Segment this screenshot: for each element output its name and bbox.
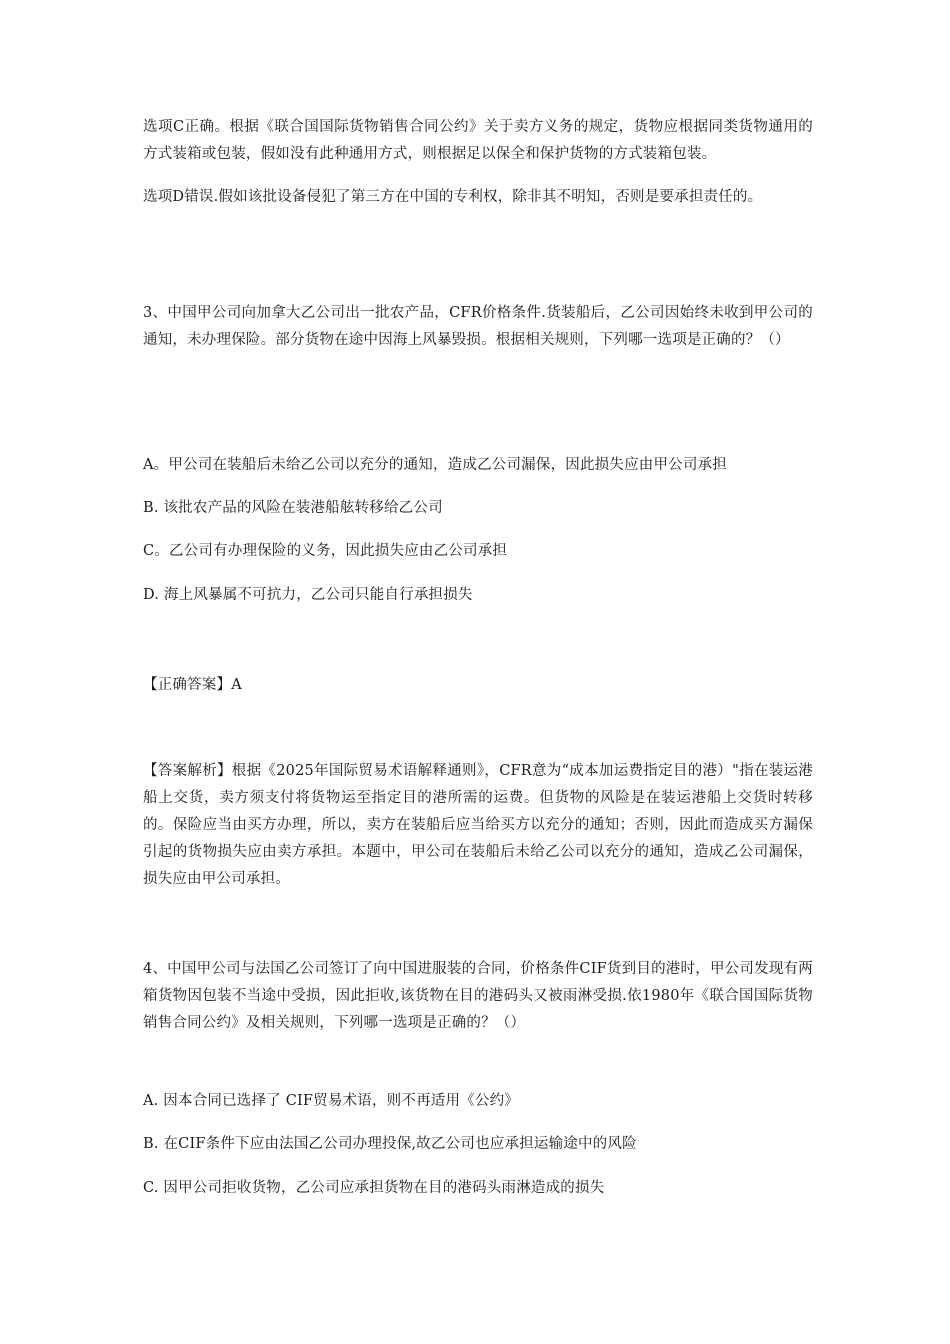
question-3-option-a: A。甲公司在装船后未给乙公司以充分的通知，造成乙公司漏保，因此损失应由甲公司承担	[143, 457, 727, 473]
question-4-option-b: B. 在CIF条件下应由法国乙公司办理投保,故乙公司也应承担运输途中的风险	[143, 1136, 637, 1152]
question-4-option-a: A. 因本合同已选择了 CIF贸易术语，则不再适用《公约》	[143, 1093, 519, 1109]
question-3-answer: 【正确答案】A	[143, 677, 242, 693]
option-c-explanation: 选项C正确。根据《联合国国际货物销售合同公约》关于卖方义务的规定，货物应根据同类货物通用的方式装箱或包装，假如没有此种通用方式，则根据足以保全和保护货物的方式装箱包装。	[143, 119, 813, 162]
question-3-analysis: 【答案解析】根据《2025年国际贸易术语解释通则》，CFR意为“成本加运费指定目的港）"指在装运港船上交货，卖方须支付将货物运至指定目的港所需的运费。但货物的风险是在装运港船上交货时转移的。保险应当由买方办理，所以，卖方在装船后应当给买方以充分的通知；否则，因此而造成买方漏保引起的货物损失应由卖方承担。本题中，甲公司在装船后未给乙公司以充分的通知，造成乙公司漏保，损失应由甲公司承担。	[143, 763, 813, 887]
question-4-stem: 4、中国甲公司与法国乙公司签订了向中国进服装的合同，价格条件CIF货到目的港时，甲公司发现有两箱货物因包装不当途中受损，因此拒收,该货物在目的港码头又被雨淋受损.依1980年《联合国国际货物销售合同公约》及相关规则，下列哪一选项是正确的？（）	[143, 961, 813, 1031]
question-4-option-c: C. 因甲公司拒收货物，乙公司应承担货物在目的港码头雨淋造成的损失	[143, 1180, 605, 1196]
question-3-option-d: D. 海上风暴属不可抗力，乙公司只能自行承担损失	[143, 587, 473, 603]
question-3-stem: 3、中国甲公司向加拿大乙公司出一批农产品，CFR价格条件.货装船后，乙公司因始终未收到甲公司的通知，未办理保险。部分货物在途中因海上风暴毁损。根据相关规则，下列哪一选项是正确的？（）	[143, 305, 813, 348]
question-3-option-c: C。乙公司有办理保险的义务，因此损失应由乙公司承担	[143, 543, 508, 559]
option-d-explanation: 选项D错误.假如该批设备侵犯了第三方在中国的专利权，除非其不明知，否则是要承担责任的。	[143, 189, 763, 205]
question-3-option-b: B. 该批农产品的风险在装港船舷转移给乙公司	[143, 500, 443, 516]
